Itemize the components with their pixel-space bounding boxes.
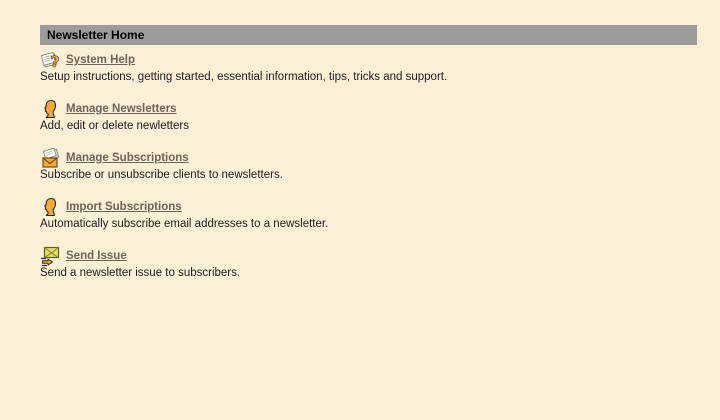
person-icon[interactable] [40,197,63,218]
help-pages-icon[interactable] [40,50,63,71]
person-icon[interactable] [40,99,63,120]
menu-item-link[interactable]: Manage Subscriptions [66,152,189,164]
menu-item-description: Add, edit or delete newletters [40,120,189,132]
menu-item [40,197,697,231]
menu-item-link[interactable]: System Help [66,54,136,66]
page-title: Newsletter Home [47,28,145,42]
menu-item-link[interactable]: Manage Newsletters [66,103,177,115]
page-title-bar [40,25,697,45]
menu-item-description: Send a newsletter issue to subscribers. [40,267,241,279]
svg-text:?: ? [50,52,60,71]
menu-item [40,148,697,182]
menu-item-link[interactable]: Send Issue [66,250,127,262]
menu-item-description: Setup instructions, getting started, essential information, tips, tricks and support. [40,71,448,83]
send-envelope-icon[interactable] [40,246,63,267]
menu-item-link[interactable]: Import Subscriptions [66,201,182,213]
menu-item [40,99,697,133]
menu-item [40,50,697,84]
menu-item-description: Automatically subscribe email addresses to a newsletter. [40,218,329,230]
menu-item-description: Subscribe or unsubscribe clients to newsletters. [40,169,283,181]
content-area [40,25,697,295]
newsletter-menu [40,50,697,280]
envelope-papers-icon[interactable] [40,148,63,169]
menu-item [40,246,697,280]
